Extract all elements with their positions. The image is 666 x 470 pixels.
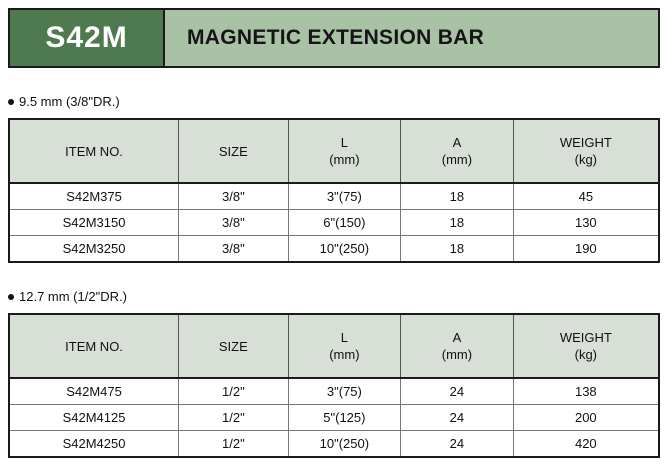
header-a-unit: (mm)	[441, 347, 473, 362]
cell-size: 3/8"	[179, 183, 289, 210]
cell-a: 18	[401, 210, 514, 236]
title-banner	[8, 8, 660, 68]
cell-a: 24	[401, 378, 514, 405]
cell-a: 18	[401, 236, 514, 263]
product-code-box	[10, 10, 165, 66]
cell-l: 6"(150)	[288, 210, 401, 236]
header-size: SIZE	[179, 119, 289, 183]
cell-item: S42M3150	[9, 210, 179, 236]
table-row	[9, 236, 659, 263]
cell-item: S42M475	[9, 378, 179, 405]
cell-size: 1/2"	[179, 405, 289, 431]
cell-weight: 190	[513, 236, 659, 263]
header-size: SIZE	[179, 314, 289, 378]
cell-item: S42M3250	[9, 236, 179, 263]
header-a	[401, 314, 514, 378]
header-l-name: L	[340, 135, 348, 150]
header-weight-name: WEIGHT	[559, 330, 612, 345]
bullet-icon	[8, 99, 14, 105]
cell-a: 24	[401, 431, 514, 458]
header-a-name: A	[452, 330, 462, 345]
header-l	[288, 119, 401, 183]
table-header-row	[9, 314, 659, 378]
cell-l: 3"(75)	[288, 378, 401, 405]
cell-item: S42M4250	[9, 431, 179, 458]
cell-size: 3/8"	[179, 236, 289, 263]
header-item-no: ITEM NO.	[9, 314, 179, 378]
header-l-unit: (mm)	[329, 152, 360, 167]
cell-l: 5"(125)	[288, 405, 401, 431]
table-row	[9, 210, 659, 236]
table-header-row	[9, 119, 659, 183]
cell-l: 10"(250)	[288, 431, 401, 458]
header-a-name: A	[452, 135, 462, 150]
table-row	[9, 405, 659, 431]
table-row	[9, 378, 659, 405]
spec-table-2	[8, 313, 660, 458]
section-label-text: 9.5 mm (3/8"DR.)	[19, 94, 120, 109]
cell-l: 10"(250)	[288, 236, 401, 263]
cell-l: 3"(75)	[288, 183, 401, 210]
header-a	[401, 119, 514, 183]
header-l	[288, 314, 401, 378]
section-label-1	[8, 94, 120, 109]
header-a-unit: (mm)	[441, 152, 473, 167]
product-title: MAGNETIC EXTENSION BAR	[187, 26, 485, 49]
product-title-box	[165, 10, 658, 66]
cell-weight: 200	[513, 405, 659, 431]
cell-size: 1/2"	[179, 378, 289, 405]
header-weight-name: WEIGHT	[559, 135, 612, 150]
bullet-icon	[8, 294, 14, 300]
product-code: S42M	[45, 21, 128, 54]
cell-size: 3/8"	[179, 210, 289, 236]
cell-a: 24	[401, 405, 514, 431]
cell-weight: 138	[513, 378, 659, 405]
header-l-unit: (mm)	[329, 347, 360, 362]
header-weight	[513, 119, 659, 183]
table-row	[9, 183, 659, 210]
cell-weight: 130	[513, 210, 659, 236]
header-item-no: ITEM NO.	[9, 119, 179, 183]
cell-item: S42M4125	[9, 405, 179, 431]
header-weight-unit: (kg)	[574, 152, 598, 167]
section-label-text: 12.7 mm (1/2"DR.)	[19, 289, 127, 304]
cell-weight: 420	[513, 431, 659, 458]
header-weight	[513, 314, 659, 378]
header-weight-unit: (kg)	[574, 347, 598, 362]
cell-weight: 45	[513, 183, 659, 210]
section-label-2	[8, 289, 127, 304]
cell-item: S42M375	[9, 183, 179, 210]
cell-a: 18	[401, 183, 514, 210]
spec-table-1	[8, 118, 660, 263]
header-l-name: L	[340, 330, 348, 345]
table-row	[9, 431, 659, 458]
cell-size: 1/2"	[179, 431, 289, 458]
